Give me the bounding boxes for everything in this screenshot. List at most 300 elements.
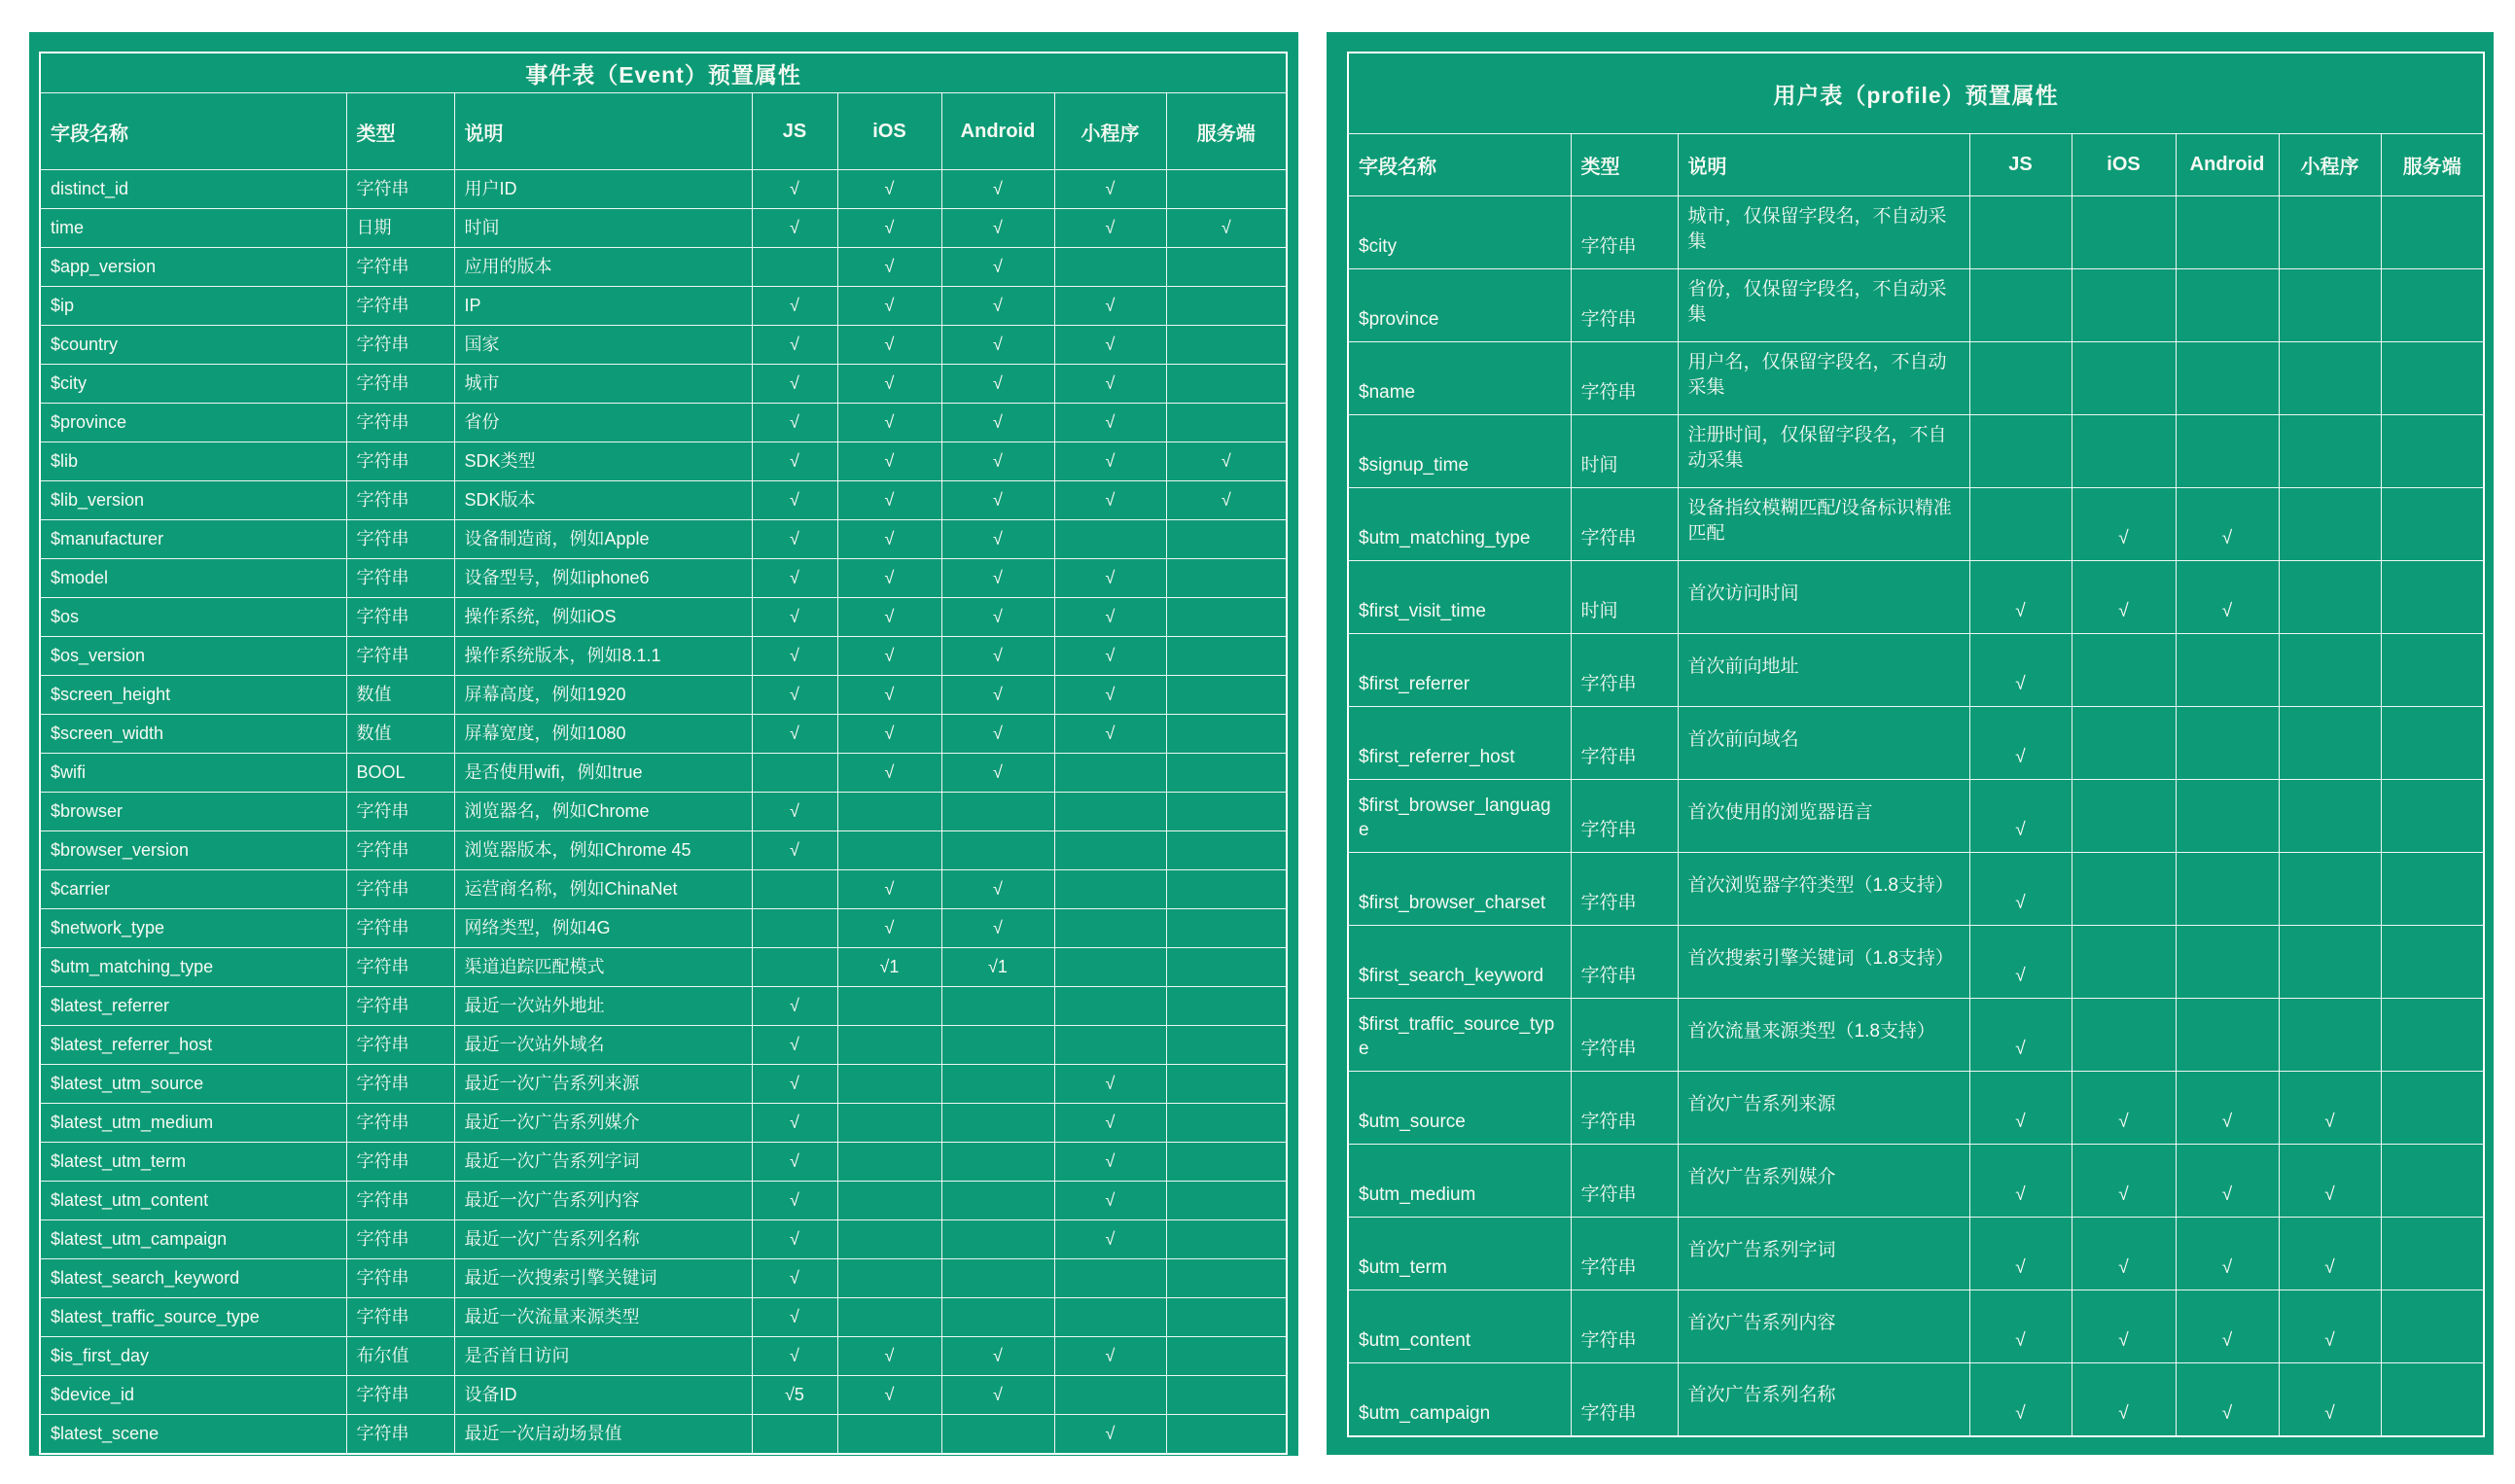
check-cell-mp: √ — [1054, 481, 1166, 520]
check-cell-server — [1166, 754, 1287, 793]
check-cell-server — [1166, 909, 1287, 948]
desc-cell: 省份，仅保留字段名，不自动采集 — [1678, 269, 1969, 342]
check-cell-mp — [2279, 269, 2381, 342]
check-cell-ios — [837, 831, 941, 870]
check-cell-android: √ — [941, 870, 1054, 909]
desc-cell: 首次前向地址 — [1678, 634, 1969, 707]
check-cell-android — [2176, 999, 2279, 1072]
desc-cell: 首次浏览器字符类型（1.8支持） — [1678, 853, 1969, 926]
check-cell-android: √ — [2176, 1290, 2279, 1363]
desc-cell: 首次广告系列内容 — [1678, 1290, 1969, 1363]
check-cell-server — [1166, 404, 1287, 442]
check-cell-ios: √ — [837, 170, 941, 209]
check-cell-js: √ — [752, 1182, 837, 1220]
check-cell-ios — [837, 1298, 941, 1337]
type-cell: 字符串 — [346, 1143, 454, 1182]
name-cell: $first_search_keyword — [1348, 926, 1571, 999]
table-row — [1348, 999, 2484, 1072]
desc-cell: SDK版本 — [454, 481, 752, 520]
check-cell-ios: √ — [2072, 1290, 2176, 1363]
table-row — [40, 481, 1287, 520]
table-row — [1348, 634, 2484, 707]
check-cell-js: √ — [752, 637, 837, 676]
check-cell-mp — [1054, 754, 1166, 793]
check-cell-mp — [1054, 1376, 1166, 1415]
check-cell-server — [1166, 170, 1287, 209]
check-cell-mp: √ — [1054, 1143, 1166, 1182]
check-cell-ios: √ — [837, 598, 941, 637]
check-cell-js: √ — [752, 1065, 837, 1104]
check-cell-ios: √ — [837, 520, 941, 559]
desc-cell: 首次广告系列媒介 — [1678, 1145, 1969, 1218]
desc-cell: 首次流量来源类型（1.8支持） — [1678, 999, 1969, 1072]
check-cell-mp: √ — [1054, 404, 1166, 442]
type-cell: 日期 — [346, 209, 454, 248]
type-cell: 字符串 — [1571, 1218, 1678, 1290]
type-cell: 数值 — [346, 676, 454, 715]
name-cell: distinct_id — [40, 170, 346, 209]
desc-cell: 首次广告系列来源 — [1678, 1072, 1969, 1145]
check-cell-js: √ — [752, 1143, 837, 1182]
check-cell-ios: √ — [837, 248, 941, 287]
name-cell: $first_referrer_host — [1348, 707, 1571, 780]
column-header-iOS: iOS — [2072, 134, 2176, 196]
table-row — [1348, 707, 2484, 780]
table-row — [40, 1065, 1287, 1104]
check-cell-ios — [837, 1026, 941, 1065]
check-cell-js — [752, 948, 837, 987]
check-cell-mp — [1054, 831, 1166, 870]
type-cell: 字符串 — [1571, 1290, 1678, 1363]
desc-cell: 设备ID — [454, 1376, 752, 1415]
table-row — [40, 1143, 1287, 1182]
event-table — [39, 52, 1288, 1455]
type-cell: 字符串 — [346, 404, 454, 442]
profile-table — [1347, 52, 2485, 1437]
type-cell: 字符串 — [346, 287, 454, 326]
check-cell-js: √ — [752, 1337, 837, 1376]
check-cell-android: √ — [2176, 1145, 2279, 1218]
check-cell-ios: √ — [837, 287, 941, 326]
check-cell-server — [1166, 1415, 1287, 1454]
check-cell-mp — [2279, 415, 2381, 488]
name-cell: $wifi — [40, 754, 346, 793]
check-cell-android: √ — [2176, 1218, 2279, 1290]
desc-cell: 首次访问时间 — [1678, 561, 1969, 634]
desc-cell: 最近一次广告系列来源 — [454, 1065, 752, 1104]
name-cell: time — [40, 209, 346, 248]
name-cell: $latest_utm_medium — [40, 1104, 346, 1143]
profile-table-body — [1348, 196, 2484, 1436]
column-header-服务端: 服务端 — [1166, 93, 1287, 170]
check-cell-ios: √ — [837, 404, 941, 442]
check-cell-js: √ — [752, 481, 837, 520]
check-cell-server — [2381, 488, 2484, 561]
check-cell-ios: √ — [837, 715, 941, 754]
check-cell-mp — [2279, 853, 2381, 926]
check-cell-server — [1166, 987, 1287, 1026]
check-cell-js: √ — [1969, 634, 2072, 707]
type-cell: 字符串 — [346, 442, 454, 481]
name-cell: $latest_search_keyword — [40, 1259, 346, 1298]
table-row — [40, 637, 1287, 676]
check-cell-android — [2176, 415, 2279, 488]
table-row — [40, 1415, 1287, 1454]
check-cell-server — [1166, 870, 1287, 909]
desc-cell: 最近一次搜索引擎关键词 — [454, 1259, 752, 1298]
name-cell: $latest_utm_source — [40, 1065, 346, 1104]
type-cell: 字符串 — [346, 1026, 454, 1065]
check-cell-android: √ — [2176, 1072, 2279, 1145]
check-cell-server — [1166, 520, 1287, 559]
table-row — [40, 598, 1287, 637]
check-cell-ios: √ — [837, 1376, 941, 1415]
desc-cell: 浏览器版本，例如Chrome 45 — [454, 831, 752, 870]
type-cell: 字符串 — [1571, 780, 1678, 853]
table-row — [40, 1337, 1287, 1376]
table-row — [1348, 1290, 2484, 1363]
table-row — [1348, 780, 2484, 853]
check-cell-server — [2381, 926, 2484, 999]
check-cell-ios: √ — [837, 870, 941, 909]
name-cell: $latest_utm_content — [40, 1182, 346, 1220]
check-cell-server — [1166, 1182, 1287, 1220]
table-row — [1348, 926, 2484, 999]
desc-cell: 网络类型，例如4G — [454, 909, 752, 948]
check-cell-android: √ — [941, 598, 1054, 637]
type-cell: 字符串 — [346, 365, 454, 404]
check-cell-android: √ — [941, 676, 1054, 715]
type-cell: 字符串 — [346, 520, 454, 559]
table-row — [1348, 1072, 2484, 1145]
check-cell-ios — [2072, 415, 2176, 488]
check-cell-server — [2381, 342, 2484, 415]
type-cell: 字符串 — [346, 870, 454, 909]
check-cell-android — [941, 1182, 1054, 1220]
name-cell: $latest_referrer_host — [40, 1026, 346, 1065]
check-cell-mp: √ — [2279, 1072, 2381, 1145]
check-cell-android: √ — [941, 442, 1054, 481]
check-cell-server — [2381, 853, 2484, 926]
check-cell-android: √ — [941, 520, 1054, 559]
name-cell: $first_visit_time — [1348, 561, 1571, 634]
check-cell-android: √1 — [941, 948, 1054, 987]
check-cell-server — [1166, 287, 1287, 326]
check-cell-android: √ — [941, 715, 1054, 754]
check-cell-js: √ — [1969, 1145, 2072, 1218]
check-cell-server: √ — [1166, 442, 1287, 481]
type-cell: 字符串 — [346, 1415, 454, 1454]
check-cell-js: √ — [752, 987, 837, 1026]
type-cell: 字符串 — [1571, 999, 1678, 1072]
check-cell-server — [2381, 1145, 2484, 1218]
check-cell-mp: √ — [1054, 326, 1166, 365]
type-cell: 字符串 — [346, 481, 454, 520]
check-cell-android — [941, 1104, 1054, 1143]
table-row — [40, 287, 1287, 326]
check-cell-android — [2176, 342, 2279, 415]
desc-cell: 时间 — [454, 209, 752, 248]
check-cell-android — [941, 1259, 1054, 1298]
check-cell-mp: √ — [1054, 1182, 1166, 1220]
check-cell-android — [941, 1298, 1054, 1337]
check-cell-server — [2381, 196, 2484, 269]
check-cell-ios — [837, 1259, 941, 1298]
check-cell-android: √ — [2176, 1363, 2279, 1436]
check-cell-server — [2381, 561, 2484, 634]
check-cell-server — [1166, 1220, 1287, 1259]
profile-table-panel — [1327, 32, 2494, 1455]
check-cell-server: √ — [1166, 481, 1287, 520]
check-cell-android: √ — [941, 170, 1054, 209]
check-cell-js: √ — [1969, 926, 2072, 999]
type-cell: 字符串 — [1571, 1145, 1678, 1218]
check-cell-mp: √ — [1054, 559, 1166, 598]
check-cell-android: √ — [941, 404, 1054, 442]
check-cell-server — [1166, 1026, 1287, 1065]
check-cell-mp: √ — [2279, 1290, 2381, 1363]
name-cell: $lib — [40, 442, 346, 481]
check-cell-ios: √1 — [837, 948, 941, 987]
check-cell-js — [752, 909, 837, 948]
table-row — [40, 520, 1287, 559]
check-cell-js: √ — [1969, 999, 2072, 1072]
check-cell-android: √ — [941, 287, 1054, 326]
check-cell-android: √ — [941, 1337, 1054, 1376]
check-cell-server — [1166, 559, 1287, 598]
check-cell-server: √ — [1166, 209, 1287, 248]
check-cell-mp — [2279, 926, 2381, 999]
check-cell-js: √ — [752, 559, 837, 598]
name-cell: $province — [1348, 269, 1571, 342]
table-row — [40, 326, 1287, 365]
type-cell: 字符串 — [1571, 1363, 1678, 1436]
check-cell-js: √ — [1969, 1072, 2072, 1145]
check-cell-mp: √ — [1054, 676, 1166, 715]
table-row — [40, 1376, 1287, 1415]
desc-cell: IP — [454, 287, 752, 326]
table-row — [40, 715, 1287, 754]
check-cell-server — [1166, 676, 1287, 715]
check-cell-ios: √ — [837, 442, 941, 481]
check-cell-ios — [2072, 926, 2176, 999]
desc-cell: 最近一次广告系列媒介 — [454, 1104, 752, 1143]
type-cell: 字符串 — [1571, 196, 1678, 269]
check-cell-js: √ — [1969, 561, 2072, 634]
event-table-title: 事件表（Event）预置属性 — [40, 53, 1287, 93]
name-cell: $city — [1348, 196, 1571, 269]
check-cell-server — [2381, 634, 2484, 707]
name-cell: $utm_source — [1348, 1072, 1571, 1145]
name-cell: $latest_utm_campaign — [40, 1220, 346, 1259]
type-cell: 字符串 — [346, 170, 454, 209]
name-cell: $utm_matching_type — [40, 948, 346, 987]
check-cell-mp — [2279, 342, 2381, 415]
check-cell-js — [752, 870, 837, 909]
type-cell: 字符串 — [346, 1259, 454, 1298]
check-cell-mp — [1054, 870, 1166, 909]
check-cell-js: √ — [752, 326, 837, 365]
table-row — [1348, 488, 2484, 561]
check-cell-mp — [1054, 520, 1166, 559]
desc-cell: 是否使用wifi，例如true — [454, 754, 752, 793]
desc-cell: 是否首日访问 — [454, 1337, 752, 1376]
type-cell: 数值 — [346, 715, 454, 754]
column-header-Android: Android — [941, 93, 1054, 170]
check-cell-js: √ — [752, 170, 837, 209]
table-row — [40, 404, 1287, 442]
event-table-body — [40, 170, 1287, 1454]
check-cell-mp: √ — [1054, 1415, 1166, 1454]
desc-cell: 屏幕宽度，例如1080 — [454, 715, 752, 754]
name-cell: $utm_campaign — [1348, 1363, 1571, 1436]
check-cell-js: √ — [1969, 780, 2072, 853]
check-cell-server — [1166, 1065, 1287, 1104]
table-row — [40, 676, 1287, 715]
column-header-类型: 类型 — [346, 93, 454, 170]
check-cell-ios: √ — [837, 326, 941, 365]
check-cell-server — [1166, 365, 1287, 404]
table-row — [40, 831, 1287, 870]
desc-cell: 渠道追踪匹配模式 — [454, 948, 752, 987]
check-cell-mp — [1054, 248, 1166, 287]
check-cell-android: √ — [941, 637, 1054, 676]
type-cell: 字符串 — [346, 831, 454, 870]
check-cell-mp: √ — [1054, 1220, 1166, 1259]
desc-cell: 最近一次启动场景值 — [454, 1415, 752, 1454]
check-cell-mp — [2279, 999, 2381, 1072]
name-cell: $utm_medium — [1348, 1145, 1571, 1218]
check-cell-js: √ — [752, 1259, 837, 1298]
check-cell-server — [1166, 1376, 1287, 1415]
check-cell-mp: √ — [1054, 715, 1166, 754]
check-cell-js: √ — [752, 1298, 837, 1337]
table-row — [1348, 196, 2484, 269]
table-row — [40, 1104, 1287, 1143]
name-cell: $signup_time — [1348, 415, 1571, 488]
check-cell-android — [2176, 634, 2279, 707]
name-cell: $city — [40, 365, 346, 404]
check-cell-android — [941, 1220, 1054, 1259]
event-table-title-row — [40, 53, 1287, 93]
check-cell-mp: √ — [2279, 1218, 2381, 1290]
type-cell: BOOL — [346, 754, 454, 793]
check-cell-ios — [837, 793, 941, 831]
check-cell-js — [1969, 488, 2072, 561]
check-cell-js: √ — [752, 1104, 837, 1143]
event-table-header-row — [40, 93, 1287, 170]
type-cell: 字符串 — [346, 637, 454, 676]
check-cell-mp: √ — [2279, 1145, 2381, 1218]
name-cell: $device_id — [40, 1376, 346, 1415]
name-cell: $carrier — [40, 870, 346, 909]
type-cell: 字符串 — [346, 1065, 454, 1104]
check-cell-ios: √ — [837, 559, 941, 598]
check-cell-ios: √ — [837, 637, 941, 676]
check-cell-ios — [837, 1182, 941, 1220]
type-cell: 字符串 — [346, 598, 454, 637]
check-cell-js: √ — [752, 598, 837, 637]
desc-cell: 城市 — [454, 365, 752, 404]
check-cell-js — [752, 754, 837, 793]
name-cell: $utm_content — [1348, 1290, 1571, 1363]
check-cell-mp — [1054, 909, 1166, 948]
check-cell-js: √ — [752, 404, 837, 442]
table-row — [40, 1220, 1287, 1259]
table-row — [40, 1259, 1287, 1298]
check-cell-js: √ — [752, 442, 837, 481]
column-header-JS: JS — [752, 93, 837, 170]
type-cell: 字符串 — [1571, 707, 1678, 780]
check-cell-ios — [837, 1065, 941, 1104]
check-cell-ios: √ — [837, 754, 941, 793]
check-cell-mp — [1054, 1298, 1166, 1337]
check-cell-server — [2381, 999, 2484, 1072]
check-cell-js — [752, 248, 837, 287]
check-cell-js: √ — [752, 715, 837, 754]
type-cell: 字符串 — [346, 793, 454, 831]
check-cell-android — [2176, 269, 2279, 342]
desc-cell: 首次广告系列名称 — [1678, 1363, 1969, 1436]
check-cell-server — [1166, 715, 1287, 754]
check-cell-ios: √ — [837, 481, 941, 520]
check-cell-mp: √ — [1054, 209, 1166, 248]
check-cell-mp — [2279, 707, 2381, 780]
check-cell-mp: √ — [1054, 442, 1166, 481]
check-cell-android — [2176, 707, 2279, 780]
check-cell-ios — [837, 1143, 941, 1182]
name-cell: $first_referrer — [1348, 634, 1571, 707]
column-header-字段名称: 字段名称 — [40, 93, 346, 170]
desc-cell: 用户ID — [454, 170, 752, 209]
name-cell: $os_version — [40, 637, 346, 676]
check-cell-js: √ — [752, 676, 837, 715]
check-cell-mp — [1054, 793, 1166, 831]
table-row — [40, 909, 1287, 948]
check-cell-android: √ — [941, 209, 1054, 248]
check-cell-android — [2176, 926, 2279, 999]
event-table-panel — [29, 32, 1298, 1456]
type-cell: 字符串 — [346, 559, 454, 598]
table-row — [40, 248, 1287, 287]
type-cell: 字符串 — [1571, 488, 1678, 561]
name-cell: $province — [40, 404, 346, 442]
table-row — [40, 793, 1287, 831]
column-header-类型: 类型 — [1571, 134, 1678, 196]
check-cell-mp: √ — [1054, 365, 1166, 404]
desc-cell: 运营商名称，例如ChinaNet — [454, 870, 752, 909]
check-cell-mp: √ — [1054, 1065, 1166, 1104]
name-cell: $latest_traffic_source_type — [40, 1298, 346, 1337]
check-cell-server — [2381, 1218, 2484, 1290]
profile-table-title-row — [1348, 53, 2484, 134]
check-cell-mp — [1054, 948, 1166, 987]
desc-cell: 最近一次广告系列字词 — [454, 1143, 752, 1182]
check-cell-js: √ — [752, 1026, 837, 1065]
check-cell-mp — [2279, 561, 2381, 634]
name-cell: $os — [40, 598, 346, 637]
type-cell: 字符串 — [346, 248, 454, 287]
check-cell-ios — [837, 987, 941, 1026]
check-cell-android: √ — [2176, 561, 2279, 634]
desc-cell: 最近一次广告系列内容 — [454, 1182, 752, 1220]
name-cell: $first_browser_charset — [1348, 853, 1571, 926]
check-cell-server — [1166, 598, 1287, 637]
check-cell-server — [1166, 248, 1287, 287]
type-cell: 字符串 — [346, 1220, 454, 1259]
check-cell-android: √ — [941, 326, 1054, 365]
check-cell-js — [1969, 196, 2072, 269]
